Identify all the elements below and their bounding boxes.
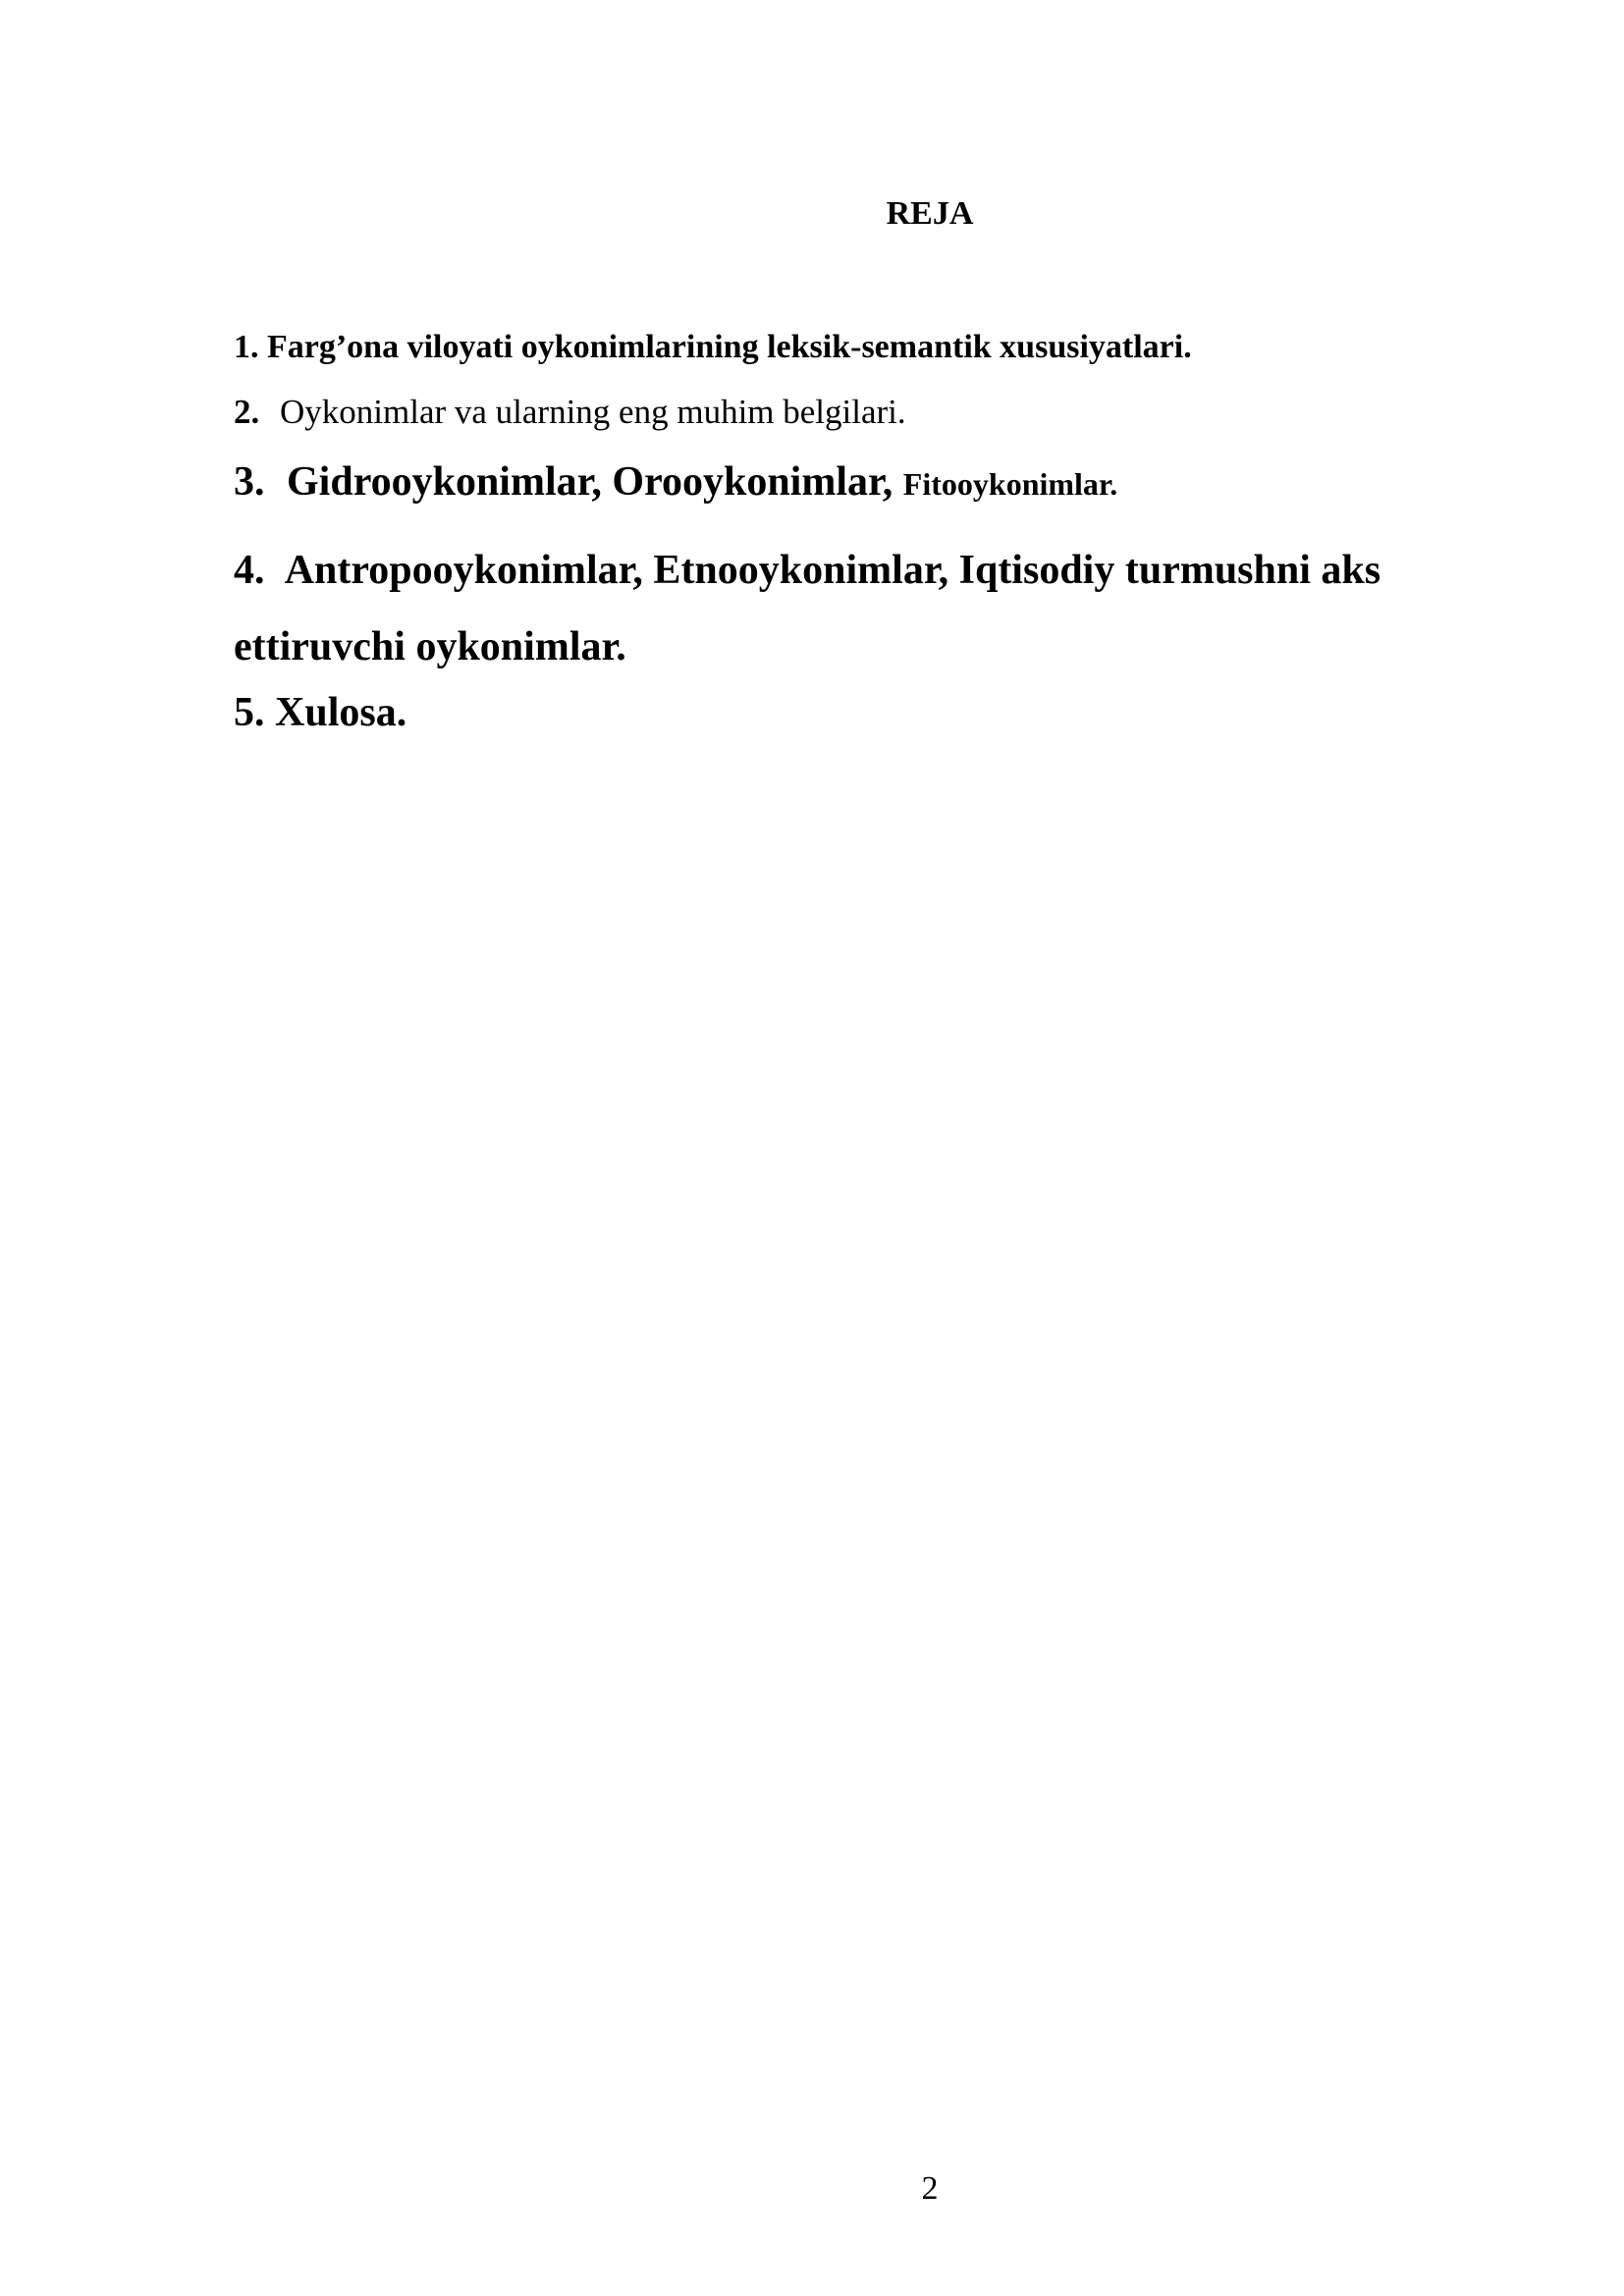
- page-title: REJA: [886, 195, 974, 232]
- page-number: 2: [921, 2170, 939, 2207]
- plan-item-1: [234, 327, 1471, 368]
- plan-item-2: [234, 391, 1471, 434]
- plan-item-text-small: Fitooykonimlar.: [902, 466, 1118, 502]
- plan-item-number: 4.: [234, 548, 265, 593]
- plan-item-text: Gidrooykonimlar, Orooykonimlar,: [287, 459, 893, 505]
- plan-item-text: Farg’ona viloyati oykonimlarining leksik-semantik xususiyatlari.: [267, 329, 1192, 365]
- plan-item-number: 2.: [234, 393, 260, 431]
- plan-item-3: [234, 456, 1471, 509]
- plan-item-4: [234, 532, 1481, 685]
- plan-item-5: [234, 687, 1471, 738]
- plan-item-text: Antropooykonimlar, Etnooykonimlar, Iqtisodiy turmushni aks ettiruvchi oykonimlar.: [234, 548, 1381, 669]
- plan-item-number: 5.: [234, 690, 265, 735]
- plan-item-number: 3.: [234, 459, 265, 505]
- plan-item-text: Xulosa.: [275, 690, 407, 735]
- plan-item-number: 1.: [234, 329, 259, 365]
- plan-item-text: Oykonimlar va ularning eng muhim belgilari.: [280, 393, 906, 431]
